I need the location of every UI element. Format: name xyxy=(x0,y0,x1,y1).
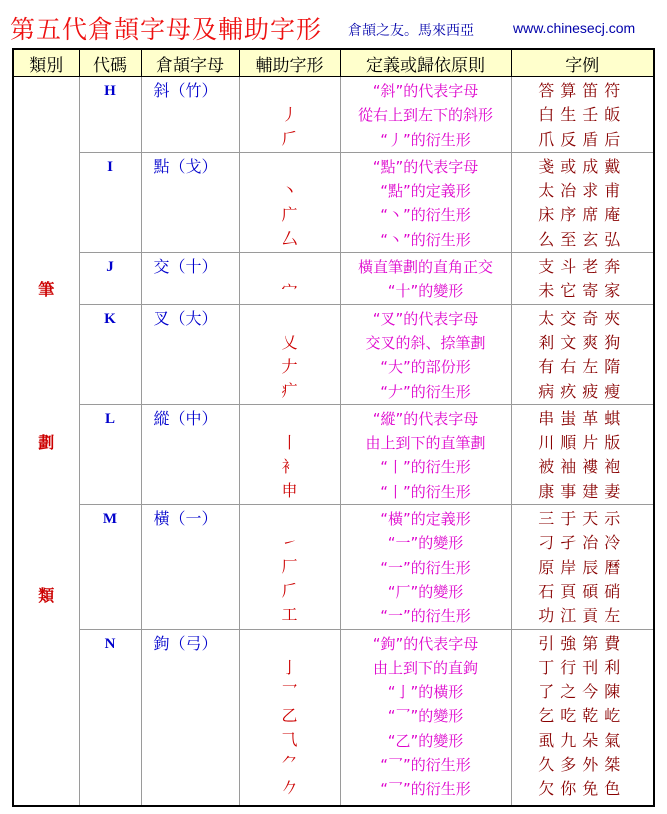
col-header-aux: 輔助字形 xyxy=(239,49,340,77)
definition-line: “丨”的衍生形 xyxy=(380,458,471,477)
examples-cell xyxy=(511,629,654,806)
letter-cell: 叉（大） xyxy=(141,304,239,404)
example-line: 病疚疲瘦 xyxy=(538,381,627,401)
definition-line: 從右上到左下的斜形 xyxy=(357,106,493,125)
aux-shape: 广 xyxy=(281,204,298,224)
definition-line: 由上到下的直鉤 xyxy=(372,658,478,677)
letter-cell: 交（十） xyxy=(141,253,239,305)
definition-line: “乛”的變形 xyxy=(387,707,464,726)
aux-shape: 宀 xyxy=(281,281,298,301)
table-row xyxy=(13,629,654,806)
definition-line: “點”的代表字母 xyxy=(372,157,479,176)
table-row xyxy=(13,152,654,252)
definition-line: “點”的定義形 xyxy=(380,182,471,201)
aux-shapes-cell xyxy=(239,304,340,404)
definition-line: “一”的衍生形 xyxy=(380,558,471,577)
example-line: 川順片版 xyxy=(538,433,627,453)
example-line: 三于天示 xyxy=(538,509,627,529)
definition-line: “丿”的衍生形 xyxy=(380,130,471,149)
col-header-definition: 定義或歸依原則 xyxy=(340,49,511,77)
example-line: 剎文爽狗 xyxy=(538,332,627,352)
example-line: 支斗老奔 xyxy=(538,257,627,277)
example-line: 被袖褸袍 xyxy=(538,457,627,477)
definition-cell xyxy=(340,505,511,629)
aux-shape: 乛 xyxy=(281,681,298,701)
col-header-examples: 字例 xyxy=(511,49,654,77)
example-line: 虱九朵氣 xyxy=(538,730,627,750)
definition-cell xyxy=(340,404,511,504)
aux-shape: 亅 xyxy=(281,657,298,677)
code-cell: L xyxy=(79,404,141,504)
definition-line: “一”的變形 xyxy=(387,534,464,553)
definition-line: “乛”的衍生形 xyxy=(380,780,471,799)
aux-shape: 𠂆 xyxy=(281,129,298,148)
example-line: 么至玄弘 xyxy=(538,229,627,249)
aux-shape: 乂 xyxy=(281,332,298,352)
aux-shape: 𠂇 xyxy=(281,356,298,376)
definition-line: “亅”的橫形 xyxy=(387,683,464,702)
aux-shape: ⺄ xyxy=(281,729,298,749)
category-char: 類 xyxy=(38,585,55,605)
aux-shapes-cell xyxy=(239,253,340,305)
aux-shape xyxy=(240,632,340,656)
code-cell: K xyxy=(79,304,141,404)
col-header-code: 代碼 xyxy=(79,49,141,77)
definition-cell xyxy=(340,152,511,252)
example-line: 乞吃乾屹 xyxy=(538,706,627,726)
example-line: 太交奇夾 xyxy=(538,308,627,328)
definition-line: “乙”的變形 xyxy=(387,731,464,750)
definition-line: “厂”的變形 xyxy=(387,582,464,601)
letter-cell: 斜（竹） xyxy=(141,77,239,153)
example-line: 太冶求甫 xyxy=(538,181,627,201)
aux-shape: 𠂊 xyxy=(281,777,298,797)
category-char: 筆 xyxy=(38,279,55,299)
example-line: 石頁碩硝 xyxy=(538,581,627,601)
aux-shape xyxy=(240,507,340,531)
definition-line: “丨”的衍生形 xyxy=(380,482,471,501)
col-header-category: 類別 xyxy=(13,49,79,77)
page-title: 第五代倉頡字母及輔助字形 xyxy=(10,15,323,44)
aux-shape: 丿 xyxy=(281,105,298,124)
aux-shape: 乙 xyxy=(281,705,298,725)
definition-cell xyxy=(340,253,511,305)
code-cell: I xyxy=(79,152,141,252)
example-line: 刁孑冶冷 xyxy=(538,533,627,553)
definition-cell xyxy=(340,77,511,153)
example-line: 欠你免色 xyxy=(538,779,627,799)
example-line: 答算笛符 xyxy=(538,81,627,100)
letter-cell: 鉤（弓） xyxy=(141,629,239,806)
table-row xyxy=(13,505,654,629)
definition-line: 交叉的斜、捺筆劃 xyxy=(365,333,486,352)
definition-line: 橫直筆劃的直角正交 xyxy=(357,258,493,277)
aux-shape xyxy=(240,307,340,331)
aux-shape: 工 xyxy=(281,605,298,625)
aux-shapes-cell xyxy=(239,505,340,629)
aux-shape: 𠂆 xyxy=(281,581,298,601)
example-line: 了之今陳 xyxy=(538,682,627,702)
table-row xyxy=(13,404,654,504)
examples-cell xyxy=(511,152,654,252)
definition-line: “叉”的代表字母 xyxy=(372,309,479,328)
definition-cell xyxy=(340,629,511,806)
aux-shape: 衤 xyxy=(281,456,298,476)
example-line: 康事建妻 xyxy=(538,481,627,501)
definition-line: “丶”的衍生形 xyxy=(380,230,471,249)
definition-line: “橫”的定義形 xyxy=(380,510,471,529)
definition-line: 由上到下的直筆劃 xyxy=(365,434,486,453)
definition-line: “斜”的代表字母 xyxy=(372,82,479,100)
category-cell xyxy=(13,77,79,807)
definition-line: “十”的變形 xyxy=(387,282,464,301)
aux-shape: 厶 xyxy=(281,228,298,248)
aux-shapes-cell xyxy=(239,152,340,252)
examples-cell xyxy=(511,505,654,629)
aux-shape xyxy=(240,255,340,279)
aux-shape: ㇀ xyxy=(281,533,298,553)
page-header xyxy=(10,8,660,48)
aux-shapes-cell xyxy=(239,404,340,504)
definition-line: “一”的衍生形 xyxy=(380,607,471,626)
header-row xyxy=(13,49,654,77)
table-row xyxy=(13,77,654,153)
example-line: 未它寄家 xyxy=(538,281,627,301)
examples-cell xyxy=(511,253,654,305)
table-body xyxy=(13,77,654,807)
example-line: 爪反盾后 xyxy=(538,129,627,149)
example-line: 久多外桀 xyxy=(538,755,627,775)
code-cell: J xyxy=(79,253,141,305)
aux-shape: 丶 xyxy=(281,180,298,200)
example-line: 丁行刊利 xyxy=(538,657,627,677)
aux-shape xyxy=(240,155,340,179)
code-cell: M xyxy=(79,505,141,629)
example-line: 有右左隋 xyxy=(538,357,627,377)
definition-line: “鉤”的代表字母 xyxy=(372,634,479,653)
example-line: 原岸辰曆 xyxy=(538,557,627,577)
aux-shape: 厂 xyxy=(281,557,298,577)
example-line: 戔或成戴 xyxy=(538,156,627,176)
col-header-letter: 倉頡字母 xyxy=(141,49,239,77)
definition-cell xyxy=(340,304,511,404)
definition-line: “𠂇”的衍生形 xyxy=(380,382,471,401)
aux-shapes-cell xyxy=(239,629,340,806)
definition-line: “乛”的衍生形 xyxy=(380,756,471,775)
letter-cell: 橫（一） xyxy=(141,505,239,629)
aux-shape xyxy=(240,79,340,103)
aux-shape: 疒 xyxy=(281,380,298,400)
aux-shape: 丨 xyxy=(281,432,298,452)
cangjie-table xyxy=(12,48,655,807)
aux-shapes-cell xyxy=(239,77,340,153)
table-row xyxy=(13,253,654,305)
code-cell: N xyxy=(79,629,141,806)
letter-cell: 縱（中） xyxy=(141,404,239,504)
letter-cell: 點（戈） xyxy=(141,152,239,252)
example-line: 引強第費 xyxy=(538,633,627,653)
definition-line: “縱”的代表字母 xyxy=(372,409,479,428)
author-label: 倉頡之友。馬來西亞 xyxy=(348,23,474,39)
site-link[interactable]: www.chinesecj.com xyxy=(513,20,636,36)
examples-cell xyxy=(511,404,654,504)
aux-shape: 申 xyxy=(281,480,298,500)
example-line: 白生壬皈 xyxy=(538,105,627,125)
definition-line: “丶”的衍生形 xyxy=(380,206,471,225)
aux-shape xyxy=(240,407,340,431)
definition-line: “大”的部份形 xyxy=(380,358,471,377)
table-row xyxy=(13,304,654,404)
example-line: 功江貢左 xyxy=(538,606,627,626)
examples-cell xyxy=(511,77,654,153)
category-char: 劃 xyxy=(38,432,55,452)
aux-shape: ⺈ xyxy=(281,753,298,773)
code-cell: H xyxy=(79,77,141,153)
example-line: 床序席庵 xyxy=(538,205,627,225)
example-line: 串蚩革蜞 xyxy=(538,408,627,428)
examples-cell xyxy=(511,304,654,404)
